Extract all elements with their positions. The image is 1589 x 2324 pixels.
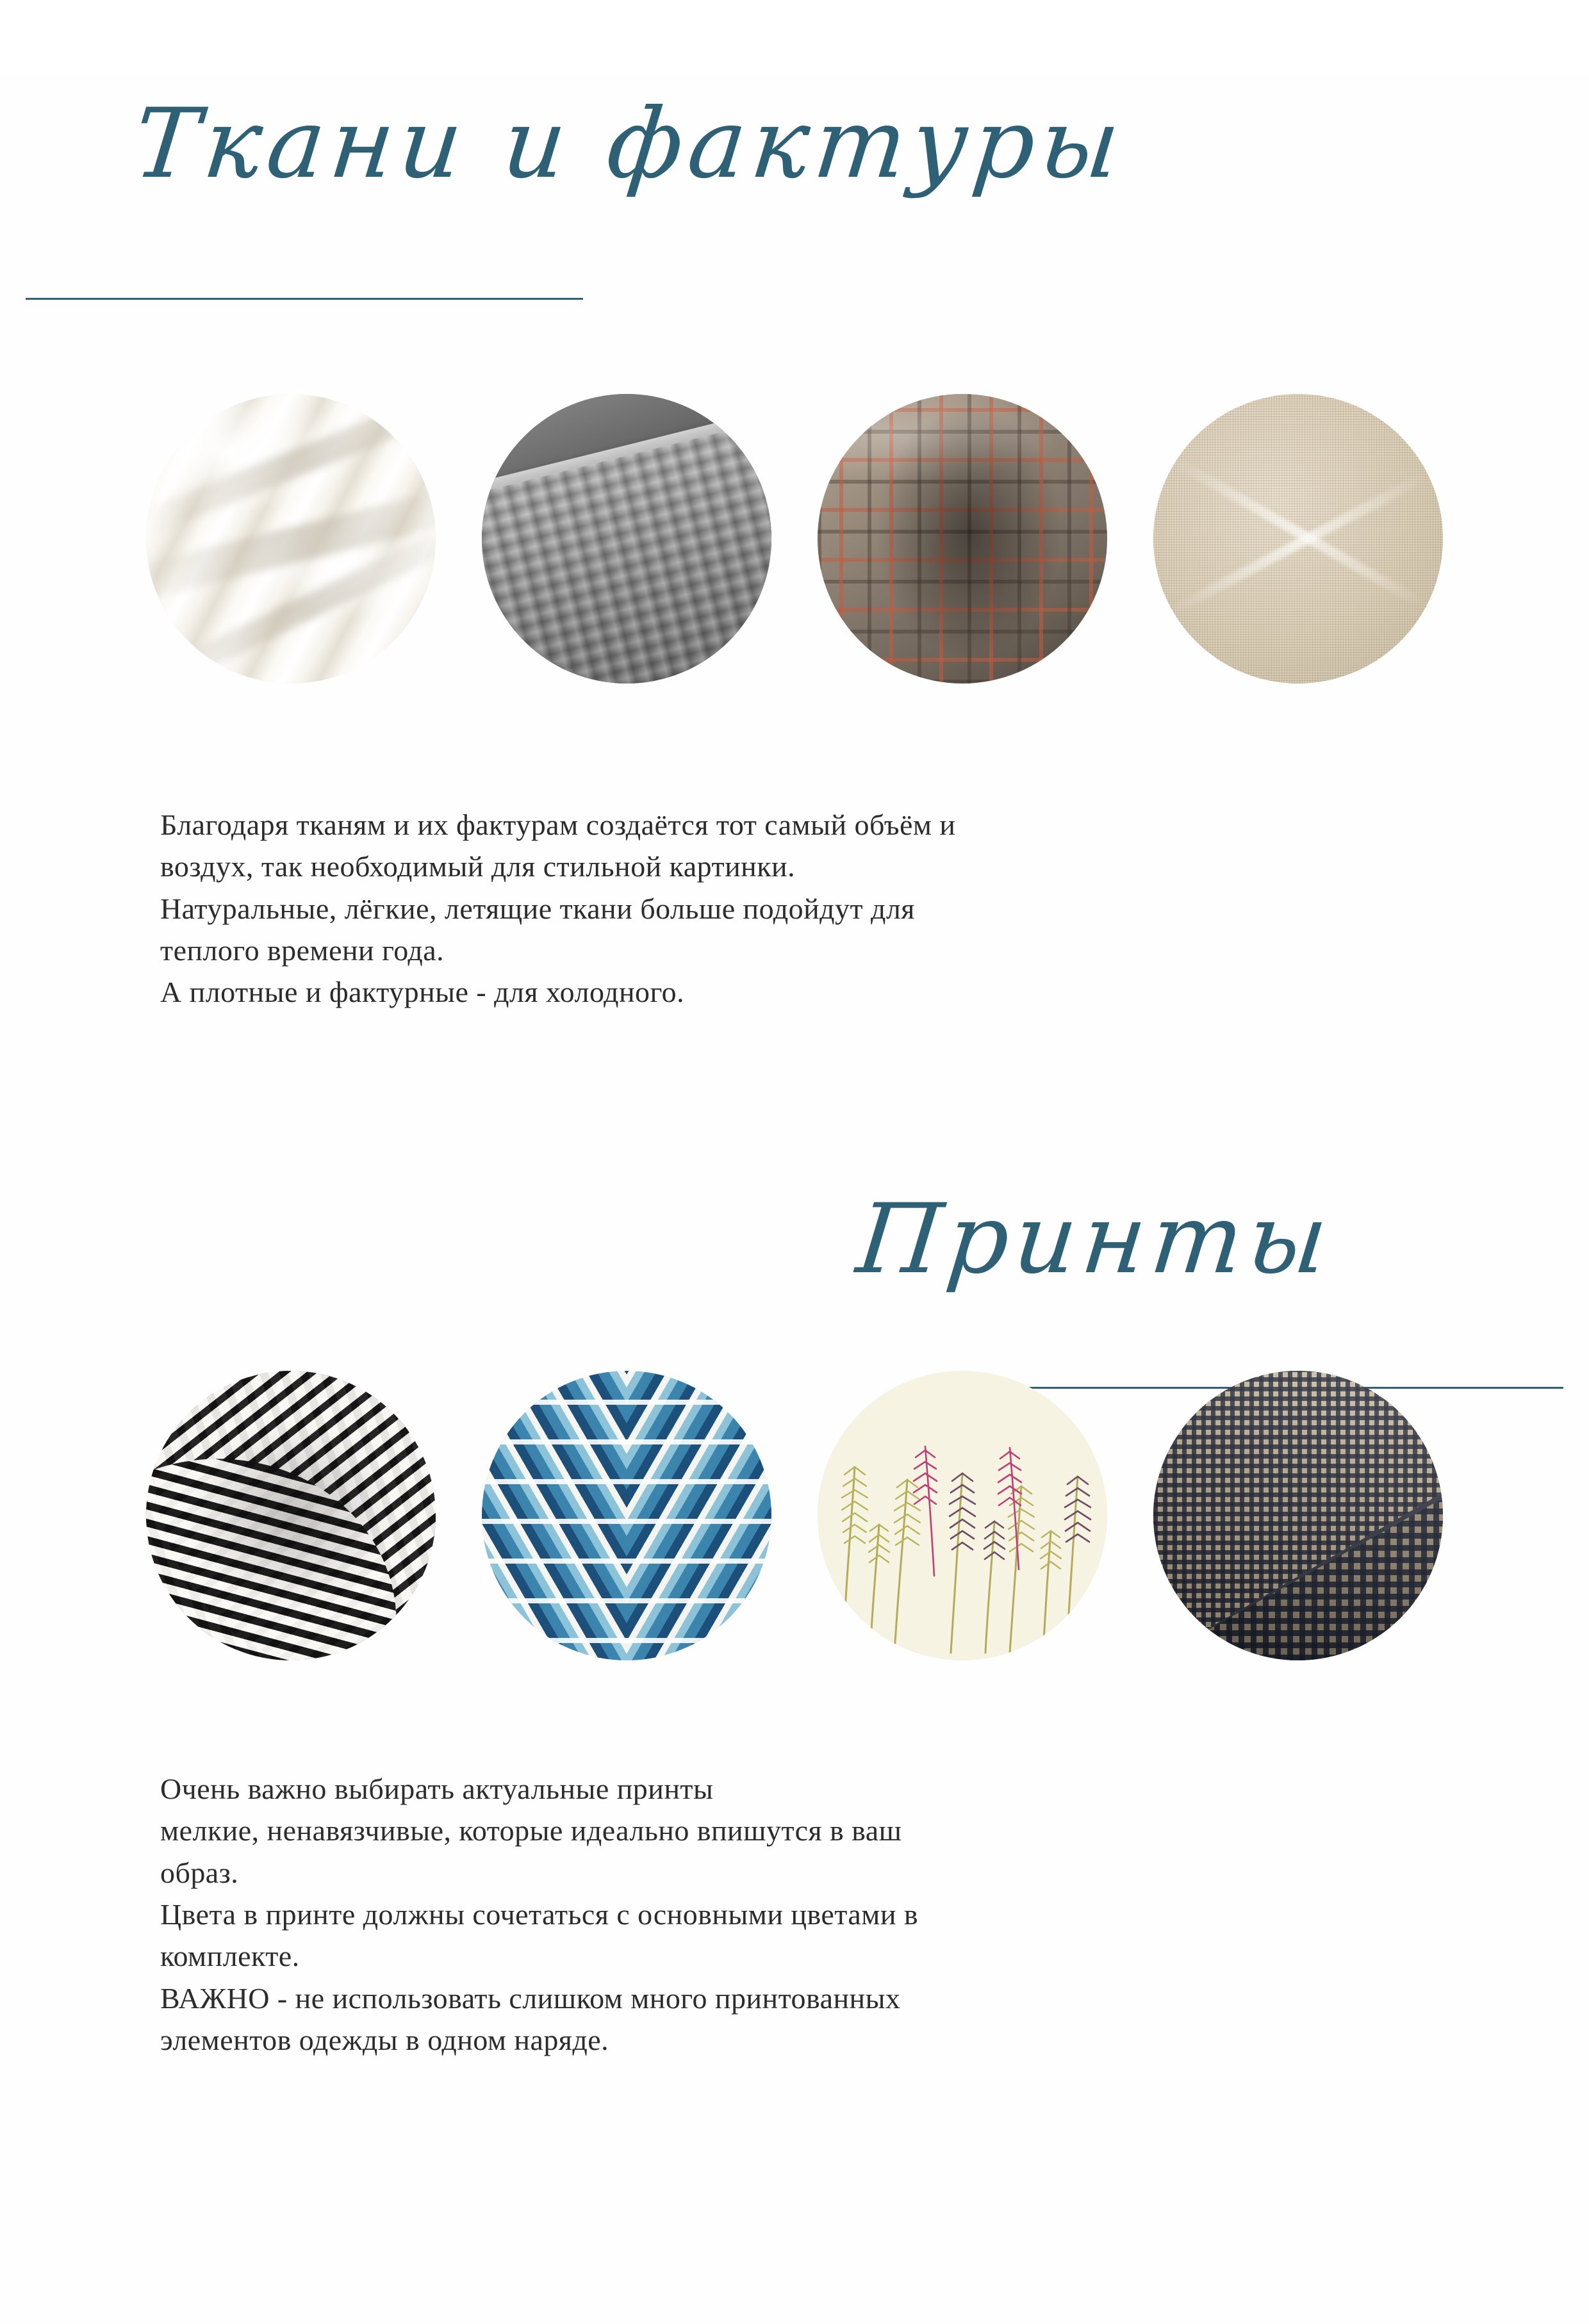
swatch-row-prints: [0, 1371, 1589, 1660]
fern-pattern-icon: [818, 1371, 1107, 1660]
check-shading: [1153, 1371, 1443, 1660]
paragraph-line: А плотные и фактурные - для холодного.: [160, 976, 685, 1009]
page: [0, 77, 1589, 2324]
heading-rule-left: [26, 298, 583, 300]
paragraph-line: мелкие, ненавязчивые, которые идеально впишутся в ваш: [160, 1814, 902, 1847]
grey-knit-swatch: [482, 394, 771, 683]
paragraph-line: Благодаря тканям и их фактурам создаётся тот самый объём и: [160, 808, 956, 841]
paragraph-line: Натуральные, лёгкие, летящие ткани больше подойдут для: [160, 892, 915, 925]
linen-crease: [1168, 471, 1429, 616]
chevron-texture: [482, 1371, 771, 1660]
fabrics-description: [160, 804, 1442, 1013]
page-title: Ткани и фактуры: [128, 88, 1131, 200]
natural-linen-swatch: [1153, 394, 1443, 683]
paragraph-line: элементов одежды в одном наряде.: [160, 2023, 609, 2056]
linen-texture: [1153, 394, 1443, 683]
swatch-row-fabrics: [0, 394, 1589, 683]
white-silk-swatch: [146, 394, 436, 683]
fern-texture: [818, 1371, 1107, 1660]
zebra-shading: [146, 1371, 436, 1660]
zebra-texture: [146, 1371, 436, 1660]
check-texture: [1153, 1371, 1443, 1660]
paragraph-line: образ.: [160, 1856, 239, 1889]
paragraph-line: Очень важно выбирать актуальные принты: [160, 1772, 714, 1805]
paragraph-line: воздух, так необходимый для стильной картинки.: [160, 850, 796, 883]
plaid-texture: [818, 394, 1107, 683]
fern-floral-print-swatch: [818, 1371, 1107, 1660]
section-heading-fabrics: [0, 77, 1589, 243]
plaid-wool-swatch: [818, 394, 1107, 683]
paragraph-line: Цвета в принте должны сочетаться с основными цветами в: [160, 1897, 919, 1931]
chevron-row-separators: [482, 1371, 771, 1660]
paragraph-line: ВАЖНО - не использовать слишком много принтованных: [160, 1981, 901, 2015]
paragraph-line: комплекте.: [160, 1940, 300, 1973]
white-silk-texture: [146, 394, 436, 683]
prints-description: [160, 1768, 1442, 2061]
chevron-print-swatch: [482, 1371, 771, 1660]
paragraph-line: теплого времени года.: [160, 933, 445, 967]
section-title-prints: Принты: [852, 1184, 1339, 1295]
houndstooth-check-swatch: [1153, 1371, 1443, 1660]
grey-knit-texture: [482, 394, 771, 683]
plaid-swirl-shading: [818, 394, 1107, 683]
zebra-print-swatch: [146, 1371, 436, 1660]
